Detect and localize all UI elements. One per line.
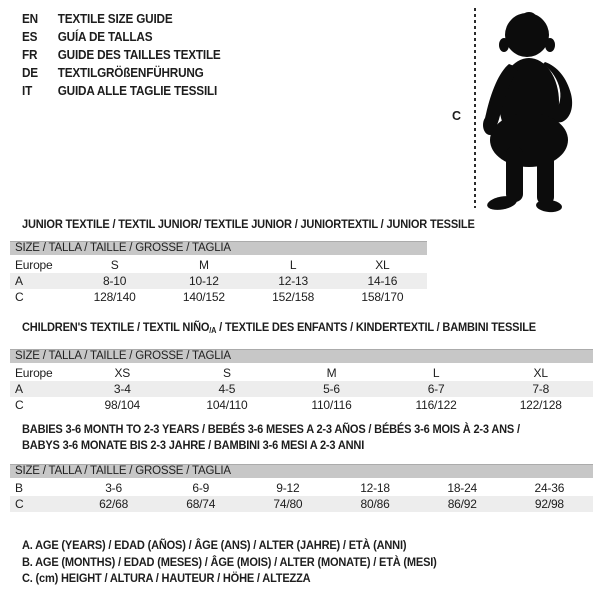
language-title: TEXTILGRÖßENFÜHRUNG [57, 66, 204, 80]
table-row-height [10, 289, 427, 305]
language-code: DE [22, 66, 38, 80]
table-row-age-months [10, 479, 593, 496]
toddler-silhouette-icon [478, 8, 592, 214]
size-cell: 62/68 [70, 496, 157, 512]
row-label: A [10, 273, 70, 289]
children-section-heading [22, 320, 536, 335]
size-cell: 6-9 [192, 481, 210, 495]
junior-section-heading: JUNIOR TEXTILE / TEXTIL JUNIOR/ TEXTILE JUNIOR / JUNIORTEXTIL / JUNIOR TESSILE [22, 217, 475, 231]
size-cell: 10-12 [159, 273, 248, 289]
size-cell: 128/140 [93, 290, 136, 304]
language-title: GUÍA DE TALLAS [57, 30, 153, 44]
table-row-height [10, 496, 593, 512]
row-label: C [10, 496, 70, 512]
legend-line-a: A. AGE (YEARS) / EDAD (AÑOS) / ÂGE (ANS) / ALTER (JAHRE) / ETÀ (ANNI) [22, 538, 407, 552]
height-measure-dashed-line [474, 8, 476, 208]
table-row-europe [10, 364, 593, 381]
row-label: C [15, 398, 24, 412]
size-cell: M [326, 366, 337, 380]
size-cell: S [222, 366, 231, 380]
language-title: GUIDE DES TAILLES TEXTILE [57, 48, 221, 62]
size-cell: 9-12 [276, 481, 300, 495]
row-label: C [15, 290, 24, 304]
language-row-it [22, 82, 221, 100]
size-cell: XS [114, 366, 131, 380]
size-cell: 68/74 [157, 496, 244, 512]
size-cell: 104/110 [206, 398, 248, 412]
size-cell: 3-4 [70, 381, 175, 397]
language-code: IT [22, 84, 33, 98]
babies-section-heading [22, 421, 520, 453]
children-heading-subscript: /A [209, 326, 217, 335]
measurement-legend [22, 537, 473, 587]
table-header-row [10, 350, 593, 365]
table-header-row [10, 465, 593, 480]
size-cell: 3-6 [105, 481, 122, 495]
size-cell: 116/122 [415, 398, 457, 412]
language-row-de [22, 64, 221, 82]
size-cell: 12-18 [360, 481, 390, 495]
table-row-age [10, 381, 593, 397]
babies-heading-line2: BABYS 3-6 MONATE BIS 2-3 JAHRE / BAMBINI 3-6 MESI A 2-3 ANNI [22, 438, 365, 452]
size-cell: 74/80 [244, 496, 331, 512]
height-label-c: C [452, 109, 462, 123]
language-row-fr [22, 46, 221, 64]
size-cell: XL [533, 366, 548, 380]
size-cell: 98/104 [104, 398, 141, 412]
size-cell: 24-36 [534, 481, 565, 495]
legend-line-b: B. AGE (MONTHS) / EDAD (MESES) / ÂGE (MOIS) / ALTER (MONATE) / ETÀ (MESI) [22, 554, 437, 569]
language-title: TEXTILE SIZE GUIDE [57, 12, 173, 26]
language-code: ES [22, 30, 38, 44]
size-cell: 7-8 [488, 381, 593, 397]
size-table-header: SIZE / TALLA / TAILLE / GRÖSSE / TAGLIA [10, 465, 593, 480]
size-table-header: SIZE / TALLA / TAILLE / GRÖSSE / TAGLIA [10, 350, 593, 365]
table-row-height [10, 397, 593, 413]
size-cell: 86/92 [419, 496, 506, 512]
size-cell: 122/128 [519, 398, 562, 412]
row-label: A [10, 381, 70, 397]
size-cell: 80/86 [331, 496, 418, 512]
size-cell: 18-24 [447, 481, 478, 495]
legend-line-c: C. (cm) HEIGHT / ALTURA / HAUTEUR / HÖHE / ALTEZZA [22, 571, 311, 585]
table-row-age [10, 273, 427, 289]
table-header-row [10, 242, 427, 257]
size-cell: 6-7 [384, 381, 489, 397]
size-cell: 110/116 [311, 398, 352, 412]
size-cell: 158/170 [361, 290, 404, 304]
language-title: GUIDA ALLE TAGLIE TESSILI [57, 84, 218, 98]
language-code: FR [22, 48, 38, 62]
language-code: EN [22, 12, 38, 26]
size-cell: 140/152 [182, 290, 225, 304]
size-cell: L [289, 258, 297, 272]
row-label: Europe [15, 366, 53, 380]
row-label: Europe [15, 258, 53, 272]
size-cell: 152/158 [272, 290, 315, 304]
size-cell: 92/98 [506, 496, 593, 512]
size-cell: 8-10 [70, 273, 159, 289]
row-label: B [15, 481, 23, 495]
size-cell: M [198, 258, 209, 272]
junior-size-table [10, 241, 427, 305]
size-cell: 4-5 [175, 381, 280, 397]
size-table-header: SIZE / TALLA / TAILLE / GRÖSSE / TAGLIA [10, 242, 427, 257]
language-row-en [22, 10, 221, 28]
language-title-block [22, 10, 221, 100]
table-row-europe [10, 256, 427, 273]
size-cell: S [110, 258, 119, 272]
babies-heading-line1: BABIES 3-6 MONTH TO 2-3 YEARS / BEBÉS 3-6 MESES A 2-3 AÑOS / BÉBÉS 3-6 MOIS À 2-3 ANS / [22, 422, 520, 436]
language-row-es [22, 28, 221, 46]
size-cell: 5-6 [279, 381, 384, 397]
size-cell: 12-13 [249, 273, 338, 289]
size-cell: XL [375, 258, 390, 272]
children-size-table [10, 349, 593, 413]
babies-size-table [10, 464, 593, 512]
size-cell: L [432, 366, 440, 380]
children-heading-text: / TEXTILE DES ENFANTS / KINDERTEXTIL / BAMBINI TESSILE [216, 320, 536, 334]
children-heading-text: CHILDREN'S TEXTILE / TEXTIL NIÑO [22, 320, 210, 334]
size-cell: 14-16 [338, 273, 427, 289]
